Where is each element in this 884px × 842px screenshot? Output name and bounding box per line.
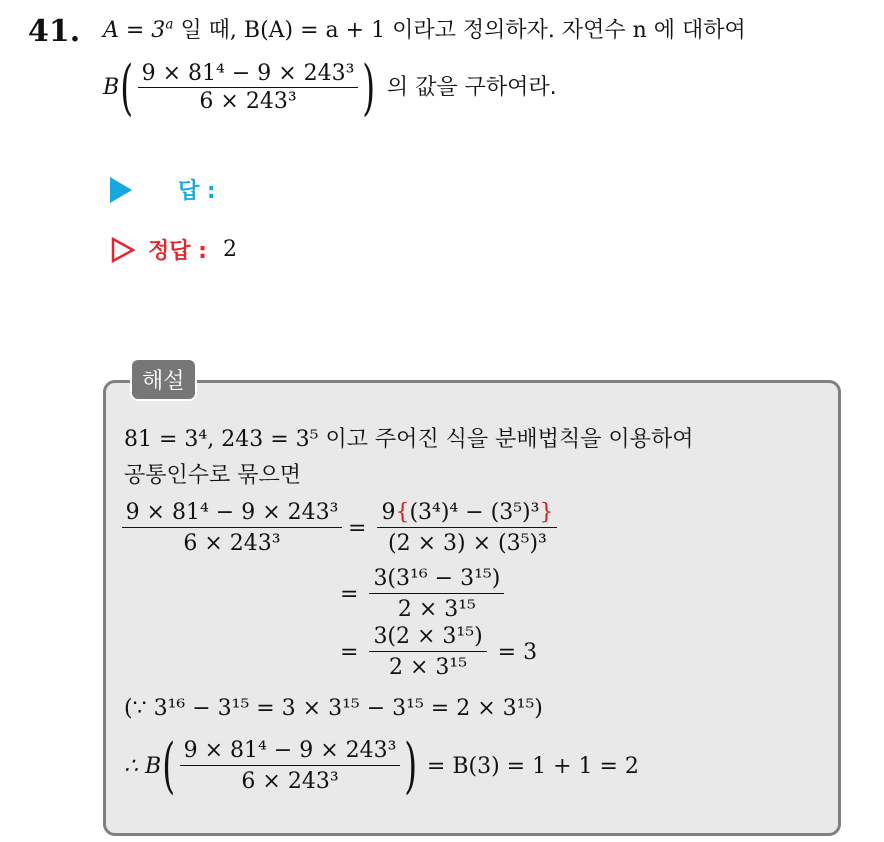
- function-b: B: [103, 75, 120, 100]
- step2-denominator: 2 × 3¹⁵: [397, 597, 476, 622]
- given-definition: $A = 3^a$: [103, 16, 174, 43]
- step1-rhs-denominator: (2 × 3) × (3⁵)³: [388, 531, 547, 556]
- left-paren: (: [162, 731, 176, 801]
- correct-answer-label: 정답 :: [148, 239, 207, 264]
- therefore-line: [124, 731, 639, 801]
- step1-lhs-denominator: 6 × 243³: [183, 531, 281, 556]
- solution-step-2: [340, 566, 507, 622]
- question-text-2: 의 값을 구하여라.: [386, 75, 557, 100]
- equals-sign: =: [340, 581, 359, 607]
- solution-line-1: 81 = 3⁴, 243 = 3⁵ 이고 주어진 식을 분배법칙을 이용하여: [124, 427, 694, 452]
- question-text-1: 일 때, B(A) = a + 1 이라고 정의하자. 자연수 n 에 대하여: [180, 18, 746, 43]
- step2-fraction: [366, 566, 507, 622]
- play-outline-icon: [110, 237, 136, 263]
- step3-fraction: [366, 624, 489, 680]
- step3-numerator: 3(2 × 3¹⁵): [369, 624, 486, 652]
- question-line-1: [103, 16, 746, 43]
- solution-step-3: [340, 624, 537, 680]
- because-line: (∵ 3¹⁶ − 3¹⁵ = 3 × 3¹⁵ − 3¹⁵ = 2 × 3¹⁵): [124, 696, 543, 721]
- step2-numerator: 3(3¹⁶ − 3¹⁵): [369, 566, 504, 594]
- step1-rhs-numerator: 9{(3⁴)⁴ − (3⁵)³}: [377, 500, 557, 528]
- fraction-numerator: 9 × 81⁴ − 9 × 243³: [138, 63, 359, 88]
- final-result: = B(3) = 1 + 1 = 2: [426, 753, 639, 779]
- final-fraction: [177, 738, 404, 794]
- step3-denominator: 2 × 3¹⁵: [389, 655, 468, 680]
- equals-sign: =: [348, 515, 367, 541]
- step3-result: = 3: [497, 639, 538, 665]
- answer-row: [110, 174, 232, 205]
- final-numerator: 9 × 81⁴ − 9 × 243³: [180, 738, 401, 766]
- step1-lhs-fraction: [124, 500, 340, 556]
- question-number: 41.: [28, 14, 81, 49]
- right-paren: ): [362, 53, 376, 123]
- equals-sign: =: [340, 639, 359, 665]
- answer-label: 답 :: [178, 179, 216, 204]
- solution-tag: 해설: [130, 358, 197, 401]
- final-denominator: 6 × 243³: [241, 769, 339, 794]
- right-paren: ): [404, 731, 418, 801]
- solution-line-2: 공통인수로 묶으면: [124, 463, 302, 488]
- correct-answer-row: [110, 234, 237, 265]
- fraction-denominator: 6 × 243³: [199, 89, 297, 114]
- question-line-2: [103, 53, 557, 123]
- solution-step-1: [124, 500, 560, 556]
- therefore-prefix: ∴ B: [124, 753, 162, 779]
- question-fraction: [135, 63, 362, 113]
- play-icon: [110, 177, 132, 203]
- correct-answer-value: 2: [222, 237, 237, 262]
- step1-lhs-numerator: 9 × 81⁴ − 9 × 243³: [122, 500, 343, 528]
- step1-rhs-fraction: [374, 500, 560, 556]
- left-paren: (: [120, 53, 134, 123]
